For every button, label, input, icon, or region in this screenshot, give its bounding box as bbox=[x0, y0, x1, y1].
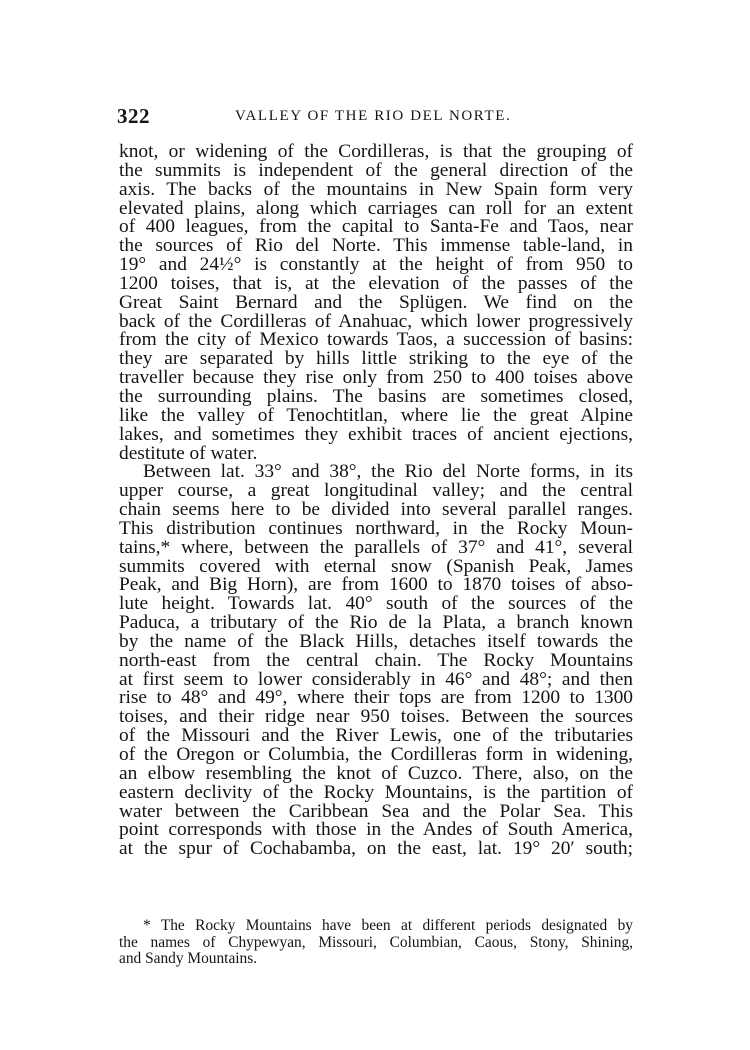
text-line: chain seems here to be divided into several parallel ranges. bbox=[119, 501, 633, 520]
text-line: the surrounding plains. The basins are sometimes closed, bbox=[119, 387, 633, 407]
page-number: 322 bbox=[117, 104, 150, 128]
text-line: Paduca, a tributary of the Rio de la Plata, a branch known bbox=[119, 614, 633, 633]
text-line: of 400 leagues, from the capital to Santa-Fe and Taos, near bbox=[119, 218, 633, 238]
text-line: This distribution continues northward, in the Rocky Moun- bbox=[119, 519, 633, 539]
text-line: the sources of Rio del Norte. This immense table-land, in bbox=[119, 237, 633, 257]
text-line: from the city of Mexico towards Taos, a succession of basins: bbox=[119, 331, 633, 351]
text-line: upper course, a great longitudinal valley; and the central bbox=[119, 482, 633, 502]
text-line: the summits is independent of the general direction of the bbox=[119, 161, 633, 181]
text-line: 1200 toises, that is, at the elevation of the passes of the bbox=[119, 274, 633, 294]
text-line: like the valley of Tenochtitlan, where lie the great Alpine bbox=[119, 406, 633, 426]
text-line: toises, and their ridge near 950 toises. Between the sources bbox=[119, 708, 633, 728]
text-line: an elbow resembling the knot of Cuzco. There, also, on the bbox=[119, 764, 633, 784]
text-line: Great Saint Bernard and the Splügen. We find on the bbox=[119, 293, 633, 313]
text-line: Between lat. 33° and 38°, the Rio del Norte forms, in its bbox=[143, 463, 633, 483]
text-line: knot, or widening of the Cordilleras, is that the grouping of bbox=[119, 143, 633, 162]
page-header bbox=[117, 104, 637, 132]
text-line: point corresponds with those in the Andes of South America, bbox=[119, 821, 633, 841]
footnote bbox=[119, 918, 633, 968]
text-line: of the Oregon or Columbia, the Cordilleras form in widening, bbox=[119, 746, 633, 765]
footnote-line: and Sandy Mountains. bbox=[119, 951, 258, 967]
text-line: lakes, and sometimes they exhibit traces of ancient ejections, bbox=[119, 425, 633, 445]
text-line: eastern declivity of the Rocky Mountains, is the partition of bbox=[119, 783, 633, 803]
text-line: tains,* where, between the parallels of 37° and 41°, several bbox=[119, 538, 633, 558]
text-line: back of the Cordilleras of Anahuac, which lower progressively bbox=[119, 312, 633, 332]
footnote-line: the names of Chypewyan, Missouri, Columbian, Caous, Stony, Shining, bbox=[119, 934, 633, 951]
text-line: axis. The backs of the mountains in New Spain form very bbox=[119, 180, 633, 200]
text-line: lute height. Towards lat. 40° south of the sources of the bbox=[119, 595, 633, 615]
text-line: of the Missouri and the River Lewis, one of the tributaries bbox=[119, 727, 633, 746]
text-line: they are separated by hills little striking to the eye of the bbox=[119, 350, 633, 370]
text-line: at the spur of Cochabamba, on the east, lat. 19° 20′ south; bbox=[119, 840, 633, 860]
text-line: summits covered with eternal snow (Spanish Peak, James bbox=[119, 557, 633, 577]
text-line: traveller because they rise only from 250 to 400 toises above bbox=[119, 369, 633, 388]
text-line: rise to 48° and 49°, where their tops are from 1200 to 1300 bbox=[119, 689, 633, 709]
body-text bbox=[119, 143, 633, 859]
footnote-line: * The Rocky Mountains have been at different periods designated by bbox=[143, 918, 633, 934]
text-line: at first seem to lower considerably in 46° and 48°; and then bbox=[119, 670, 633, 690]
text-line: elevated plains, along which carriages can roll for an extent bbox=[119, 199, 633, 219]
text-line: 19° and 24½° is constantly at the height of from 950 to bbox=[119, 256, 633, 275]
text-line: by the name of the Black Hills, detaches itself towards the bbox=[119, 632, 633, 652]
running-head: VALLEY OF THE RIO DEL NORTE. bbox=[235, 108, 512, 124]
text-line: water between the Caribbean Sea and the Polar Sea. This bbox=[119, 802, 633, 822]
text-line: north-east from the central chain. The Rocky Mountains bbox=[119, 651, 633, 671]
text-line: destitute of water. bbox=[119, 444, 258, 464]
text-line: Peak, and Big Horn), are from 1600 to 1870 toises of abso- bbox=[119, 576, 633, 596]
